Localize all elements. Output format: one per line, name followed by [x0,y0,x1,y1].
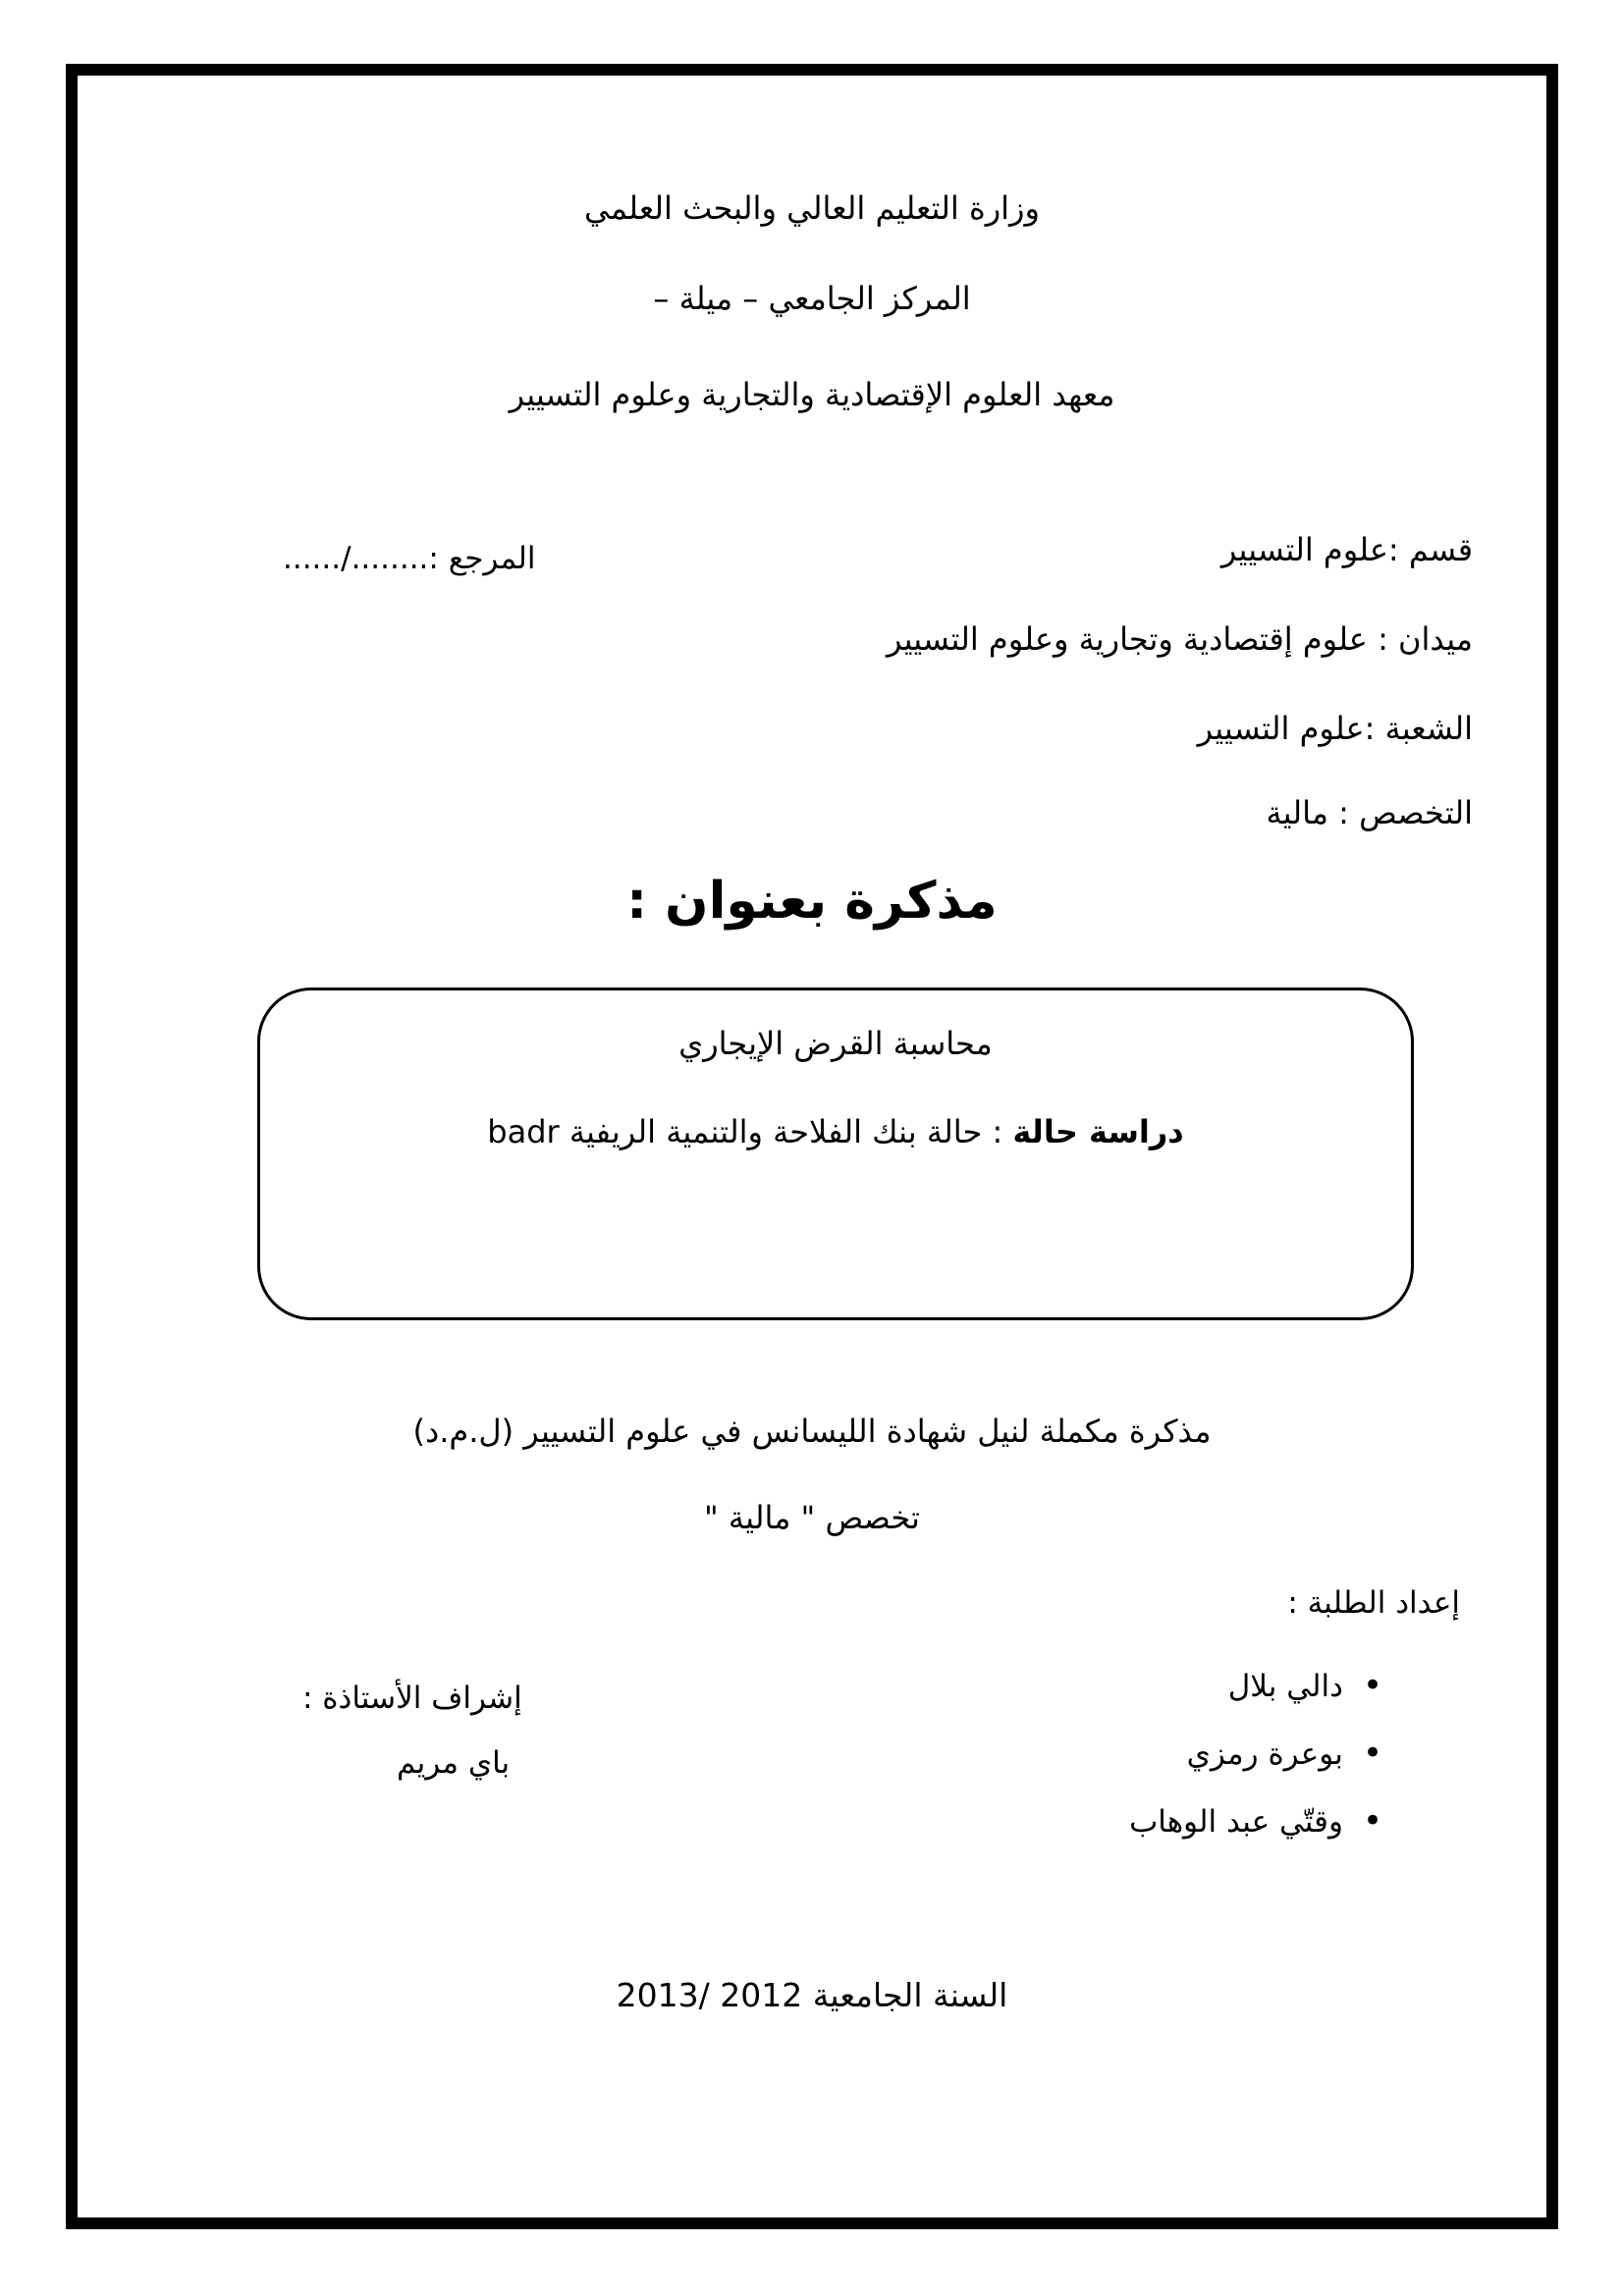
reference-line: المرجع :......../...... [283,541,536,576]
student-list-item: • وقتّي عبد الوهاب [1129,1800,1382,1842]
department-line: قسم :علوم التسيير [1220,531,1473,568]
case-study-line [260,1113,1411,1150]
supervisor-name: باي مريم [397,1745,511,1781]
specialty-line: التخصص : مالية [1266,794,1473,831]
students-section-label: إعداد الطلبة : [1287,1585,1460,1621]
student-list-item: • بوعرة رمزي [1129,1733,1382,1775]
case-study-text: : حالة بنك الفلاحة والتنمية الريفية badr [487,1113,1013,1150]
branch-line: الشعبة :علوم التسيير [1197,710,1473,747]
university-center-line: المركز الجامعي – ميلة – [653,280,971,317]
memoir-main-title: محاسبة القرض الإيجاري [678,1025,993,1062]
title-box [257,988,1414,1320]
academic-year-line: السنة الجامعية 2012 /2013 [616,1976,1008,2014]
students-list [1129,1665,1382,1868]
supervisor-section-label: إشراف الأستاذة : [302,1681,522,1716]
case-study-label: دراسة حالة [1012,1113,1184,1150]
institute-line: معهد العلوم الإقتصادية والتجارية وعلوم التسيير [509,376,1115,413]
student-list-item: • دالي بلال [1129,1665,1382,1707]
degree-specialty-line: تخصص " مالية " [704,1499,920,1536]
memoir-heading: مذكرة بعنوان : [626,872,998,931]
degree-note-line: مذكرة مكملة لنيل شهادة الليسانس في علوم التسيير (ل.م.د) [412,1413,1212,1450]
ministry-line: وزارة التعليم العالي والبحث العلمي [584,189,1040,227]
field-line: ميدان : علوم إقتصادية وتجارية وعلوم التسيير [886,620,1473,658]
